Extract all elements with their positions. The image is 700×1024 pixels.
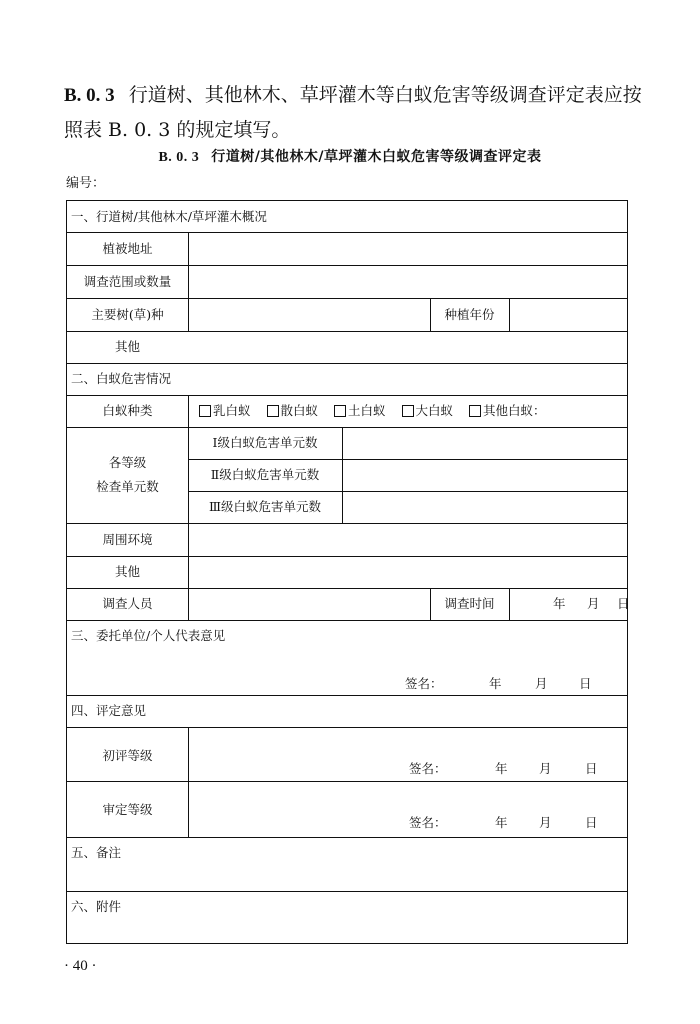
label-units-line-2: 检查单元数 (96, 479, 159, 494)
table-code: B. 0. 3 (158, 150, 200, 165)
label-units-per-level (67, 427, 188, 523)
checkbox-box[interactable] (334, 405, 346, 417)
section-6-heading: 六、附件 (71, 899, 122, 914)
label-investigator: 调查人员 (102, 596, 153, 611)
column-divider (342, 427, 343, 523)
label-planting-year: 种植年份 (444, 306, 495, 322)
section-3-year: 年 (489, 676, 502, 691)
column-divider (188, 727, 189, 837)
label-termite-species: 白蚁种类 (102, 403, 153, 418)
section-3-day: 日 (579, 676, 592, 691)
label-site-address: 植被地址 (102, 240, 153, 256)
row-divider (67, 727, 627, 728)
final-year: 年 (495, 815, 508, 830)
survey-date-year: 年 (553, 596, 566, 611)
initial-day: 日 (585, 761, 598, 776)
checkbox-box[interactable] (402, 405, 414, 417)
row-divider (67, 695, 627, 696)
column-divider (509, 298, 510, 331)
label-survey-time: 调查时间 (444, 596, 495, 611)
row-divider (67, 363, 627, 364)
checkbox-box[interactable] (267, 405, 279, 417)
survey-date-month: 月 (587, 596, 600, 611)
checkbox-label: 乳白蚁 (213, 403, 251, 418)
section-4-heading: 四、评定意见 (71, 703, 147, 718)
label-level-3-units: Ⅲ级白蚁危害单元数 (208, 499, 322, 514)
final-day: 日 (585, 815, 598, 830)
intro-code: B. 0. 3 (64, 85, 115, 106)
row-divider (67, 837, 627, 838)
label-other-1: 其他 (114, 339, 140, 354)
survey-date-day: 日 (617, 596, 630, 611)
page-number: · 40 · (64, 958, 97, 974)
row-divider (67, 781, 627, 782)
intro-paragraph (64, 78, 644, 147)
section-5-heading: 五、备注 (71, 845, 122, 860)
label-survey-scope: 调查范围或数量 (83, 273, 172, 289)
section-3-month: 月 (535, 676, 548, 691)
initial-year: 年 (495, 761, 508, 776)
checkbox-option[interactable] (199, 403, 251, 419)
label-level-1-units: Ⅰ级白蚁危害单元数 (212, 435, 318, 450)
intro-text: 行道树、其他林木、草坪灌木等白蚁危害等级调查评定表应按照表 B. 0. 3 的规定填写。 (64, 84, 642, 141)
checkbox-label: 土白蚁 (348, 403, 386, 418)
survey-form (66, 200, 628, 944)
table-title-text: 行道树/其他林木/草坪灌木白蚁危害等级调查评定表 (211, 149, 542, 165)
termite-species-options (199, 403, 558, 421)
label-main-species: 主要树(草)种 (91, 306, 164, 322)
row-divider (67, 620, 627, 621)
section-3-heading: 三、委托单位/个人代表意见 (71, 628, 226, 643)
serial-number-label: 编号： (66, 176, 106, 191)
table-title (0, 146, 700, 166)
section-3-sign: 签名： (405, 676, 443, 691)
checkbox-option[interactable] (267, 403, 319, 419)
initial-month: 月 (539, 761, 552, 776)
checkbox-box[interactable] (469, 405, 481, 417)
checkbox-label: 大白蚁 (415, 403, 454, 418)
label-other-2: 其他 (114, 564, 140, 579)
label-level-2-units: Ⅱ级白蚁危害单元数 (210, 467, 320, 482)
column-divider (509, 588, 510, 620)
label-final-grade: 审定等级 (102, 802, 153, 817)
label-environment: 周围环境 (102, 531, 153, 547)
initial-sign: 签名： (409, 761, 447, 776)
checkbox-option[interactable] (469, 403, 546, 419)
checkbox-option[interactable] (402, 403, 454, 419)
label-initial-grade: 初评等级 (102, 748, 153, 763)
section-2-heading: 二、白蚁危害情况 (71, 371, 172, 386)
checkbox-label: 散白蚁 (280, 403, 319, 418)
row-divider (67, 891, 627, 892)
checkbox-box[interactable] (199, 405, 211, 417)
final-sign: 签名： (409, 815, 447, 830)
checkbox-option[interactable] (334, 403, 386, 419)
section-1-heading: 一、行道树/其他林木/草坪灌木概况 (71, 209, 267, 224)
column-divider (188, 232, 189, 331)
label-units-line-1: 各等级 (108, 455, 147, 470)
checkbox-label: 其他白蚁： (483, 403, 546, 418)
final-month: 月 (539, 815, 552, 830)
